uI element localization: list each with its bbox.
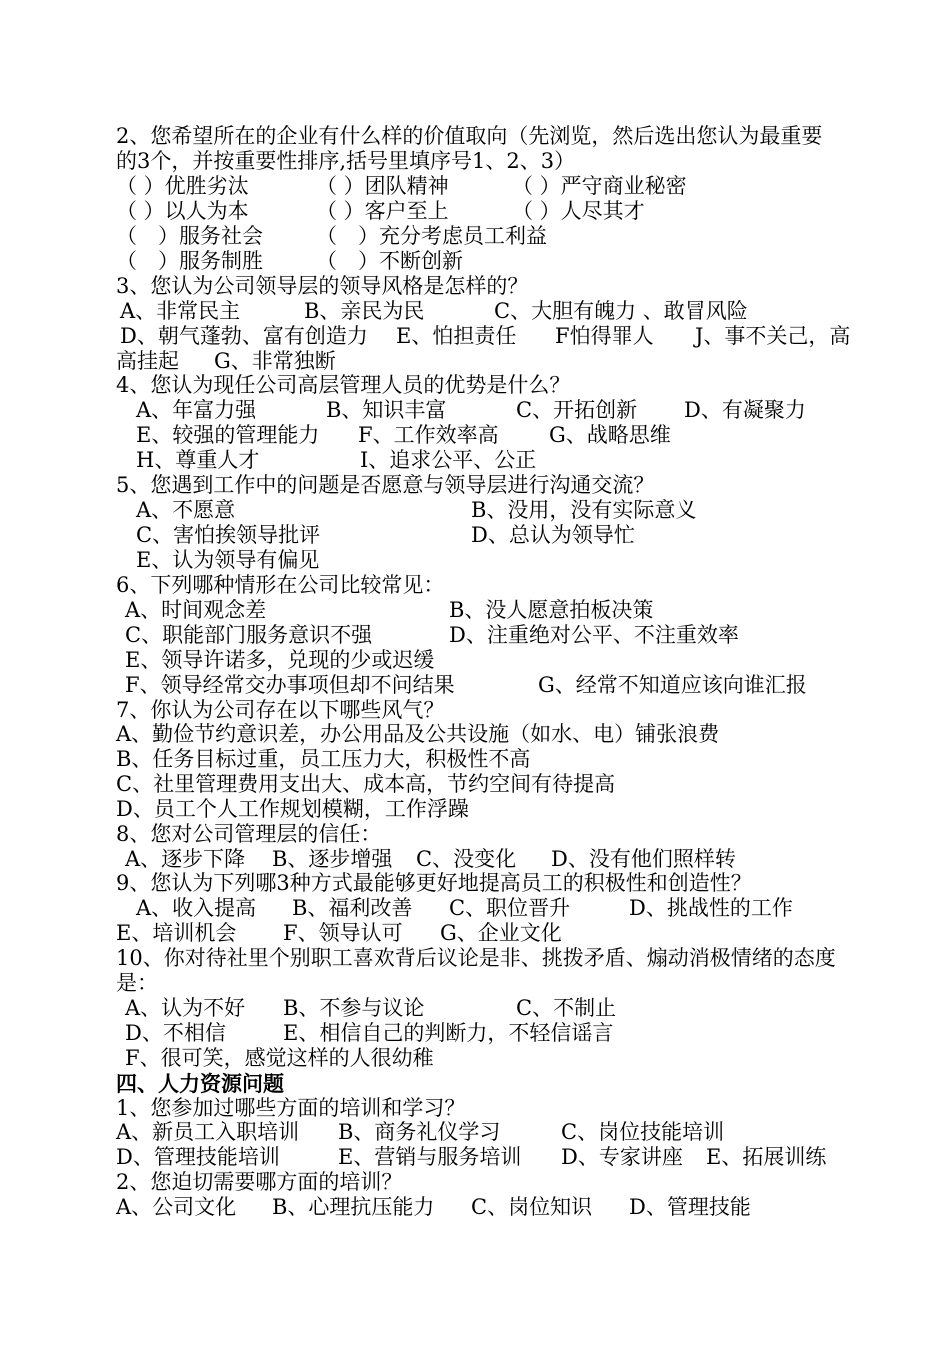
s4-q1-option: C、岗位技能培训	[561, 1120, 725, 1144]
q9-title-text: 9、您认为下列哪3种方式最能够更好地提高员工的积极性和创造性？	[116, 871, 752, 895]
q4-options-row1	[0, 398, 806, 423]
q5-options-row2	[0, 523, 635, 548]
section-heading-text: 四、人力资源问题	[116, 1071, 284, 1096]
q7-option: D、员工个人工作规划模糊，工作浮躁	[116, 797, 469, 821]
q9-option: F、领导认可	[283, 921, 403, 945]
q10-title	[0, 946, 836, 971]
q8-option: C、没变化	[416, 847, 517, 871]
q5-option: A、不愿意	[136, 498, 236, 522]
q2-options-row4	[0, 249, 463, 274]
q10-option: E、相信自己的判断力，不轻信谣言	[283, 1021, 614, 1045]
q10-title-line2: 是：	[116, 971, 158, 995]
q9-option: D、挑战性的工作	[629, 896, 793, 920]
q5-title	[0, 473, 655, 498]
q3-option: D、朝气蓬勃、富有创造力	[120, 324, 368, 348]
q2-option: （ ）服务社会	[116, 224, 263, 248]
q2-option: （ ）优胜劣汰	[116, 174, 249, 198]
s4-q2-option: D、管理技能	[629, 1195, 751, 1219]
q4-options-row3	[0, 448, 537, 473]
q6-option: C、职能部门服务意识不强	[125, 623, 373, 647]
q3-option: C、大胆有魄力 、敢冒风险	[494, 299, 748, 323]
q4-option: C、开拓创新	[516, 398, 638, 422]
q3-options-row3	[0, 349, 336, 374]
q4-options-row2	[0, 423, 671, 448]
q10-option: D、不相信	[125, 1021, 226, 1045]
q6-option: B、没人愿意拍板决策	[449, 598, 654, 622]
q10-option: B、不参与议论	[283, 996, 425, 1020]
s4-q1-option: B、商务礼仪学习	[338, 1120, 501, 1144]
q6-options-row3	[0, 648, 435, 673]
s4-q1-option: E、营销与服务培训	[338, 1145, 522, 1169]
q3-options-row1	[0, 299, 748, 324]
q2-option: （ ）客户至上	[316, 199, 449, 223]
q6-title	[0, 573, 445, 598]
q2-title-line2: 的3个，并按重要性排序,括号里填序号1、2、3）	[116, 149, 576, 173]
q8-option: B、逐步增强	[272, 847, 393, 871]
q7-option-b	[0, 747, 531, 772]
q6-option: G、经常不知道应该向谁汇报	[538, 673, 807, 697]
q2-option: （ ）不断创新	[316, 249, 463, 273]
s4-q1-option: A、新员工入职培训	[116, 1120, 300, 1144]
q6-option: A、时间观念差	[125, 598, 267, 622]
s4-q2-option: A、公司文化	[116, 1195, 237, 1219]
q7-option: B、任务目标过重，员工压力大，积极性不高	[116, 747, 531, 771]
q2-title-line1: 2、您希望所在的企业有什么样的价值取向（先浏览，然后选出您认为最重要	[116, 124, 823, 148]
s4-q1-option: D、专家讲座	[561, 1145, 683, 1169]
q10-option: F、很可笑，感觉这样的人很幼稚	[125, 1046, 434, 1070]
q7-option-d	[0, 797, 469, 822]
q4-title	[0, 373, 571, 398]
q3-option: E、怕担责任	[396, 324, 517, 348]
q3-title	[0, 274, 529, 299]
q9-option: G、企业文化	[440, 921, 562, 945]
q4-option: B、知识丰富	[326, 398, 447, 422]
q7-option: A、勤俭节约意识差，办公用品及公共设施（如水、电）铺张浪费	[116, 722, 720, 746]
s4-q1-options-row2	[0, 1145, 827, 1170]
q8-option: A、逐步下降	[125, 847, 246, 871]
q2-option: （ ）团队精神	[316, 174, 449, 198]
q2-title	[0, 124, 823, 149]
q2-option: （ ）服务制胜	[116, 249, 263, 273]
q3-options-row2	[0, 324, 851, 349]
q7-option-a	[0, 722, 720, 747]
q3-option: A、非常民主	[120, 299, 241, 323]
q5-options-row1	[0, 498, 697, 523]
q3-option: G、非常独断	[214, 349, 336, 373]
q2-option: （ ）充分考虑员工利益	[316, 224, 547, 248]
q10-title-cont	[0, 971, 158, 996]
q8-options-row1	[0, 847, 736, 872]
q7-option: C、社里管理费用支出大、成本高，节约空间有待提高	[116, 772, 616, 796]
q2-options-row3	[0, 224, 547, 249]
q9-option: E、培训机会	[116, 921, 237, 945]
q4-option: D、有凝聚力	[684, 398, 806, 422]
s4-q2-option: B、心理抗压能力	[272, 1195, 435, 1219]
q6-option: D、注重绝对公平、不注重效率	[449, 623, 739, 647]
q4-option: F、工作效率高	[358, 423, 499, 447]
q6-title-text: 6、下列哪种情形在公司比较常见：	[116, 573, 445, 597]
s4-q2-title	[0, 1170, 403, 1195]
q6-option: F、领导经常交办事项但却不问结果	[125, 673, 455, 697]
q5-option: E、认为领导有偏见	[136, 548, 320, 572]
q10-options-row2	[0, 1021, 614, 1046]
q7-title-text: 7、你认为公司存在以下哪些风气？	[116, 698, 445, 722]
q9-options-row2	[0, 921, 562, 946]
q5-option: C、害怕挨领导批评	[136, 523, 321, 547]
q2-options-row1	[0, 174, 687, 199]
q3-option: J、事不关己，高	[695, 324, 851, 348]
q4-option: G、战略思维	[549, 423, 671, 447]
q10-option: A、认为不好	[125, 996, 246, 1020]
s4-q2-title-text: 2、您迫切需要哪方面的培训？	[116, 1170, 403, 1194]
q6-options-row4	[0, 673, 807, 698]
q6-option: E、领导许诺多，兑现的少或迟缓	[125, 648, 435, 672]
q10-options-row3	[0, 1046, 434, 1071]
q5-title-text: 5、您遇到工作中的问题是否愿意与领导层进行沟通交流？	[116, 473, 655, 497]
q4-option: A、年富力强	[136, 398, 257, 422]
q4-option: I、追求公平、公正	[360, 448, 537, 472]
q4-title-text: 4、您认为现任公司高层管理人员的优势是什么？	[116, 373, 571, 397]
s4-q2-options-row1	[0, 1195, 751, 1220]
q2-title-cont	[0, 149, 576, 174]
q5-options-row3	[0, 548, 320, 573]
q5-option: B、没用，没有实际意义	[471, 498, 697, 522]
q2-option: （ ）以人为本	[116, 199, 249, 223]
q2-option: （ ）人尽其才	[512, 199, 645, 223]
q9-option: B、福利改善	[292, 896, 413, 920]
q10-title-line1: 10、你对待社里个别职工喜欢背后议论是非、挑拨矛盾、煽动消极情绪的态度	[116, 946, 836, 970]
q3-option: F怕得罪人	[555, 324, 654, 348]
q4-option: E、较强的管理能力	[136, 423, 320, 447]
q6-options-row1	[0, 598, 654, 623]
q10-option: C、不制止	[516, 996, 617, 1020]
q9-option: A、收入提高	[136, 896, 257, 920]
q3-option: B、亲民为民	[304, 299, 425, 323]
s4-q1-options-row1	[0, 1120, 725, 1145]
s4-q1-option: D、管理技能培训	[116, 1145, 280, 1169]
q3-title-text: 3、您认为公司领导层的领导风格是怎样的？	[116, 274, 529, 298]
q8-option: D、没有他们照样转	[551, 847, 736, 871]
s4-q1-option: E、拓展训练	[706, 1145, 827, 1169]
q5-option: D、总认为领导忙	[471, 523, 635, 547]
q7-option-c	[0, 772, 616, 797]
q10-options-row1	[0, 996, 617, 1021]
q8-title-text: 8、您对公司管理层的信任：	[116, 822, 382, 846]
q9-options-row1	[0, 896, 793, 921]
section-heading	[0, 1071, 284, 1096]
q9-title	[0, 871, 752, 896]
s4-q1-title-text: 1、您参加过哪些方面的培训和学习？	[116, 1096, 466, 1120]
q2-options-row2	[0, 199, 645, 224]
q8-title	[0, 822, 382, 847]
q6-options-row2	[0, 623, 739, 648]
q2-option: （ ）严守商业秘密	[512, 174, 687, 198]
q4-option: H、尊重人才	[136, 448, 260, 472]
q9-option: C、职位晋升	[449, 896, 571, 920]
q7-title	[0, 698, 445, 723]
q3-option-cont: 高挂起	[116, 349, 179, 373]
s4-q1-title	[0, 1096, 466, 1121]
s4-q2-option: C、岗位知识	[471, 1195, 593, 1219]
